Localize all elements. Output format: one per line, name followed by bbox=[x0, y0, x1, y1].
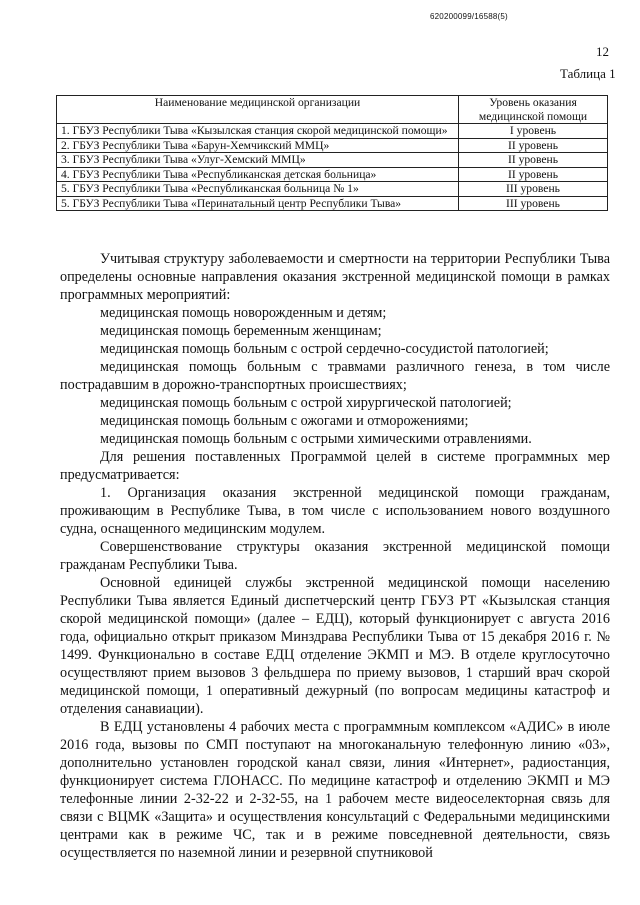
goals-intro-paragraph: Для решения поставленных Программой целей в системе программных мер предусматривается: bbox=[60, 449, 610, 483]
document-id: 620200099/16588(5) bbox=[430, 12, 508, 21]
table-row bbox=[57, 138, 608, 153]
page-number: 12 bbox=[596, 44, 609, 59]
adis-paragraph: В ЕДЦ установлены 4 рабочих места с программным комплексом «АДИС» в июле 2016 года, вызовы по СМП поступают на многоканальную телефонную линию «03», дополнительно установлен городской канал связи, линия «Интернет», радиостанция, функционирует система ГЛОНАСС. По медицине катастроф и отделению ЭКМП и МЭ телефонные линии 2-32-22 и 2-32-55, на 1 рабочем месте видеоселекторная связь для связи с ВЦМК «Защита» и осуществления консультаций с Федеральными медицинскими центрами как в режиме ЧС, так и в режиме повседневной деятельности, связь осуществляется по наземной линии и резервной спутниковой bbox=[60, 719, 610, 861]
document-body bbox=[60, 250, 610, 862]
org-name-cell: 5. ГБУЗ Республики Тыва «Республиканская больница № 1» bbox=[57, 182, 459, 197]
table-row bbox=[57, 196, 608, 211]
org-name-cell: 5. ГБУЗ Республики Тыва «Перинатальный центр Республики Тыва» bbox=[57, 196, 459, 211]
goal-1-paragraph: 1. Организация оказания экстренной медицинской помощи гражданам, проживающим в Республике Тыва, в том числе с использованием нового воздушного судна, оснащенного медицинским модулем. bbox=[60, 485, 610, 537]
org-level-cell: I уровень bbox=[459, 124, 608, 139]
column-header-name: Наименование медицинской организации bbox=[57, 96, 459, 124]
table-row bbox=[57, 124, 608, 139]
org-name-cell: 2. ГБУЗ Республики Тыва «Барун-Хемчикский ММЦ» bbox=[57, 138, 459, 153]
org-level-cell: II уровень bbox=[459, 138, 608, 153]
org-level-cell: II уровень bbox=[459, 153, 608, 168]
table-row bbox=[57, 167, 608, 182]
table-header-row bbox=[57, 96, 608, 124]
list-item: медицинская помощь больным с острыми химическими отравлениями. bbox=[100, 431, 532, 447]
list-item: медицинская помощь новорожденным и детям; bbox=[100, 305, 387, 321]
list-item: медицинская помощь больным с ожогами и отморожениями; bbox=[100, 413, 469, 429]
table-row bbox=[57, 182, 608, 197]
table-label: Таблица 1 bbox=[560, 66, 616, 81]
column-header-level: Уровень оказания медицинской помощи bbox=[459, 96, 608, 124]
list-item: медицинская помощь больным с острой хирургической патологией; bbox=[100, 395, 512, 411]
organizations-table bbox=[56, 95, 608, 211]
org-level-cell: III уровень bbox=[459, 182, 608, 197]
org-level-cell: III уровень bbox=[459, 196, 608, 211]
list-item: медицинская помощь беременным женщинам; bbox=[100, 323, 382, 339]
org-level-cell: II уровень bbox=[459, 167, 608, 182]
org-name-cell: 3. ГБУЗ Республики Тыва «Улуг-Хемский ММЦ» bbox=[57, 153, 459, 168]
table-row bbox=[57, 153, 608, 168]
org-name-cell: 4. ГБУЗ Республики Тыва «Республиканская детская больница» bbox=[57, 167, 459, 182]
edc-paragraph: Основной единицей службы экстренной медицинской помощи населению Республики Тыва является Единый диспетчерский центр ГБУЗ РТ «Кызылская станция скорой медицинской помощи» (далее – ЕДЦ), который функционирует с августа 2016 года, официально открыт приказом Минздрава Республики Тыва от 15 декабря 2016 г. № 1499. Функционально в составе ЕДЦ отделение ЭКМП и МЭ. В отделе круглосуточно осуществляют прием вызовов 3 фельдшера по приему вызовов, 1 старший врач скорой медицинской помощи, 1 оперативный дежурный (по вопросам медицины катастроф и отделения санавиации). bbox=[60, 575, 610, 717]
goal-2-paragraph: Совершенствование структуры оказания экстренной медицинской помощи гражданам Республики Тыва. bbox=[60, 539, 610, 573]
org-name-cell: 1. ГБУЗ Республики Тыва «Кызылская станция скорой медицинской помощи» bbox=[57, 124, 459, 139]
list-item: медицинская помощь больным с травмами различного генеза, в том числе пострадавшим в дорожно-транспортных происшествиях; bbox=[60, 359, 610, 393]
list-item: медицинская помощь больным с острой сердечно-сосудистой патологией; bbox=[100, 341, 549, 357]
intro-paragraph: Учитывая структуру заболеваемости и смертности на территории Республики Тыва определены основные направления оказания экстренной медицинской помощи в рамках программных мероприятий: bbox=[60, 251, 610, 303]
